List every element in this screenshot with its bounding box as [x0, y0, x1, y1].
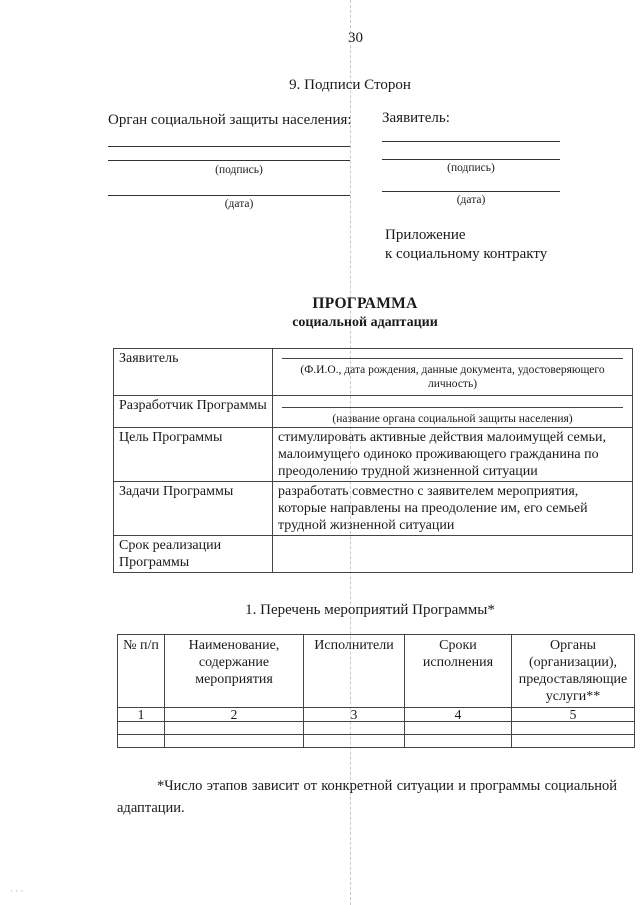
empty-cell — [405, 735, 512, 748]
info-label: Срок реализации Программы — [114, 536, 273, 573]
info-value-cell — [273, 349, 633, 396]
appendix-note — [385, 226, 547, 264]
column-header: Исполнители — [304, 635, 405, 708]
empty-cell — [512, 735, 635, 748]
info-row-term — [114, 536, 633, 573]
left-party-label: Орган социальной защиты населения: — [108, 112, 352, 128]
column-number: 4 — [405, 708, 512, 722]
empty-cell — [512, 722, 635, 735]
column-header: № п/п — [118, 635, 165, 708]
right-blank-line — [382, 141, 560, 142]
footnote: *Число этапов зависит от конкретной ситуации и программы социальной адаптации. — [117, 778, 617, 816]
empty-cell — [405, 722, 512, 735]
info-row-developer — [114, 396, 633, 428]
left-date-line — [108, 195, 350, 196]
scan-artifact: · · · — [10, 886, 24, 896]
fill-in-line — [282, 407, 623, 408]
column-number: 1 — [118, 708, 165, 722]
right-signature-caption: (подпись) — [447, 162, 495, 174]
left-signature-caption: (подпись) — [215, 164, 263, 176]
info-row-applicant — [114, 349, 633, 396]
info-label: Разработчик Программы — [114, 396, 273, 428]
right-date-line — [382, 191, 560, 192]
info-hint: (название органа социальной защиты населения) — [332, 413, 573, 425]
left-signature-line — [108, 160, 350, 161]
activities-empty-row — [118, 722, 635, 735]
empty-cell — [304, 735, 405, 748]
info-row-tasks — [114, 482, 633, 536]
column-number: 3 — [304, 708, 405, 722]
activities-number-row — [118, 708, 635, 722]
empty-cell — [118, 722, 165, 735]
signatures-section-title: 9. Подписи Сторон — [289, 77, 411, 93]
page-number: 30 — [348, 30, 363, 46]
left-date-caption: (дата) — [224, 198, 254, 210]
program-title: ПРОГРАММА — [312, 295, 418, 312]
column-number: 2 — [165, 708, 304, 722]
left-blank-line — [108, 146, 350, 147]
appendix-line-1: Приложение — [385, 227, 466, 243]
info-row-goal — [114, 428, 633, 482]
activities-header-row — [118, 635, 635, 708]
column-number: 5 — [512, 708, 635, 722]
info-hint: (Ф.И.О., дата рождения, данные документа, удостоверяющего личность) — [300, 364, 605, 390]
appendix-line-2: к социальному контракту — [385, 246, 548, 262]
column-header: Органы (организации), предоставляющие услуги** — [512, 635, 635, 708]
program-info-table — [113, 348, 633, 573]
info-label: Цель Программы — [114, 428, 273, 482]
info-value — [273, 536, 633, 573]
activities-table — [117, 634, 635, 748]
right-party-label: Заявитель: — [382, 110, 450, 126]
right-signature-line — [382, 159, 560, 160]
right-date-caption: (дата) — [456, 194, 486, 206]
column-header: Сроки исполнения — [405, 635, 512, 708]
empty-cell — [118, 735, 165, 748]
info-value: стимулировать активные действия малоимущей семьи, малоимущего одиноко проживающего гражданина по преодолению трудной жизненной ситуации — [273, 428, 633, 482]
column-header: Наименование, содержание мероприятия — [165, 635, 304, 708]
activities-empty-row — [118, 735, 635, 748]
empty-cell — [165, 722, 304, 735]
info-value: разработать совместно с заявителем мероприятия, которые направлены на преодоление им, его семьей трудной жизненной ситуации — [273, 482, 633, 536]
info-value-cell — [273, 396, 633, 428]
info-label: Заявитель — [114, 349, 273, 396]
program-subtitle: социальной адаптации — [292, 315, 438, 330]
fill-in-line — [282, 358, 623, 359]
info-label: Задачи Программы — [114, 482, 273, 536]
empty-cell — [304, 722, 405, 735]
activities-list-title: 1. Перечень мероприятий Программы* — [245, 602, 495, 618]
empty-cell — [165, 735, 304, 748]
